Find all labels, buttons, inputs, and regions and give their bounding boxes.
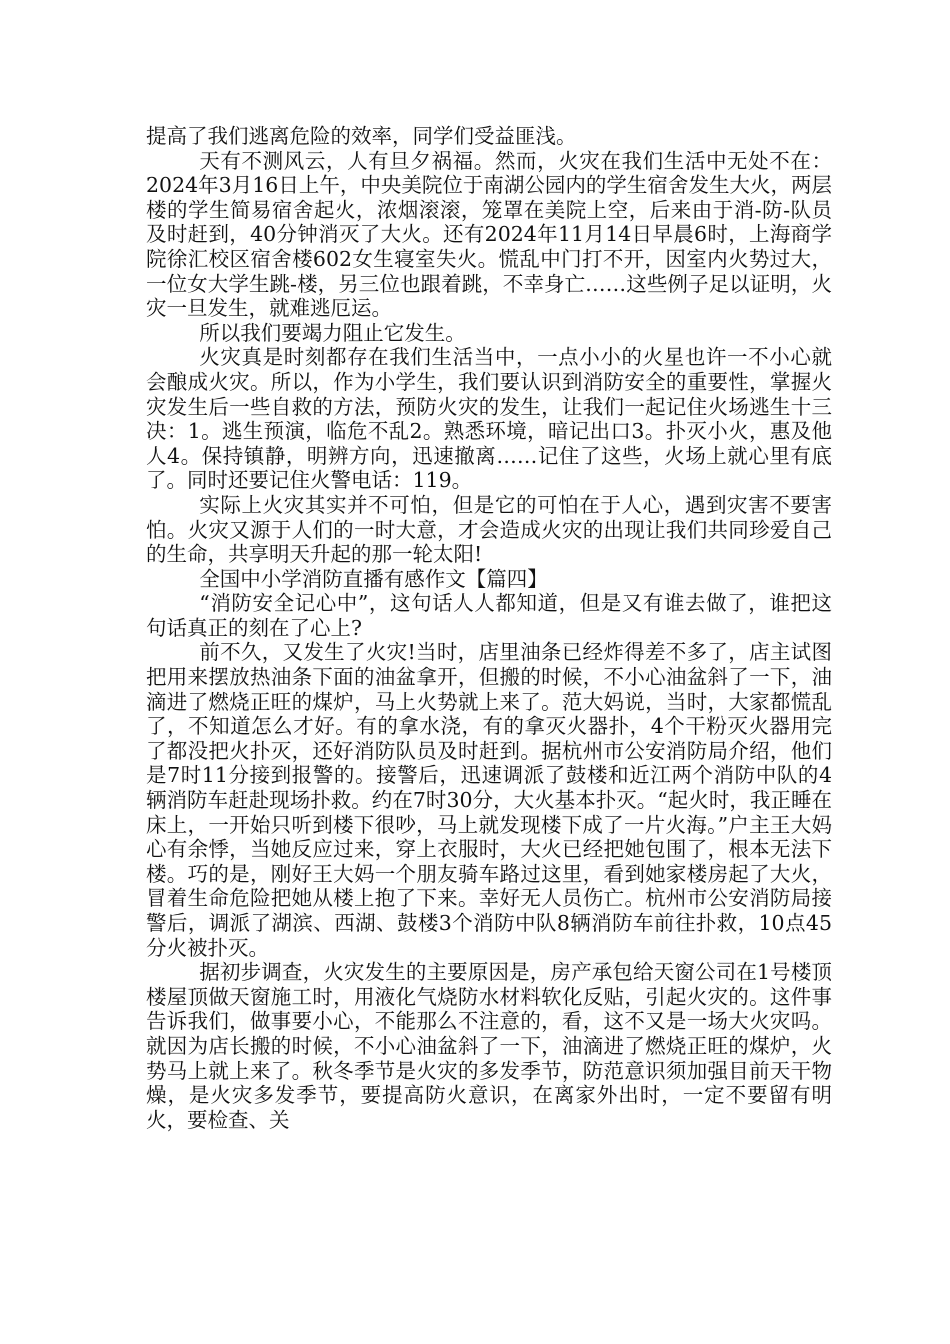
section-heading: 全国中小学消防直播有感作文【篇四】 (199, 566, 548, 591)
paragraph-prevent: 所以我们要竭力阻止它发生。 (199, 320, 466, 345)
paragraph-investigation: 据初步调查，火灾发生的主要原因是，房产承包给天窗公司在1号楼顶楼屋顶做天窗施工时，用液化气烧防水材料软化反贴，引起火灾的。这件事告诉我们，做事要小心，不能那么不注意的，看，这不又是一场大火灾吗。就因为店长搬的时候，不小心油盆斜了一下，油滴进了燃烧正旺的煤炉，火势马上就上来了。秋冬季节是火灾的多发季节，防范意识须加强目前天干物燥，是火灾多发季节，要提高防火意识，在离家外出时，一定不要留有明火，要检查、关 (146, 960, 832, 1132)
paragraph-conclusion: 实际上火灾其实并不可怕，但是它的可怕在于人心，遇到灾害不要害怕。火灾又源于人们的一时大意，才会造成火灾的出现让我们共同珍爱自己的生命，共享明天升起的那一轮太阳! (146, 492, 832, 567)
paragraph-safety-slogan: “消防安全记心中”，这句话人人都知道，但是又有谁去做了，谁把这句话真正的刻在了心上? (146, 591, 832, 640)
paragraph-escape-tips: 火灾真是时刻都存在我们生活当中，一点小小的火星也许一不小心就会酿成火灾。所以，作为小学生，我们要认识到消防安全的重要性，掌握火灾发生后一些自救的方法，预防火灾的发生，让我们一起记住火场逃生十三决：1。逃生预演，临危不乱2。熟悉环境，暗记出口3。扑灭小火，惠及他人4。保持镇静，明辨方向，迅速撤离……记住了这些，火场上就心里有底了。同时还要记住火警电话：119。 (146, 345, 832, 493)
paragraph-fire-story: 前不久，又发生了火灾!当时，店里油条已经炸得差不多了，店主试图把用来摆放热油条下面的油盆拿开，但搬的时候，不小心油盆斜了一下，油滴进了燃烧正旺的煤炉，马上火势就上来了。范大妈说，当时，大家都慌乱了，不知道怎么才好。有的拿水浇，有的拿灭火器扑，4个干粉灭火器用完了都没把火扑灭，还好消防队员及时赶到。据杭州市公安消防局介绍，他们是7时11分接到报警的。接警后，迅速调派了鼓楼和近江两个消防中队的4辆消防车赶赴现场扑救。约在7时30分，大火基本扑灭。“起火时，我正睡在床上，一开始只听到楼下很吵，马上就发现楼下成了一片火海。”户主王大妈心有余悸，当她反应过来，穿上衣服时，大火已经把她包围了，根本无法下楼。巧的是，刚好王大妈一个朋友骑车路过这里，看到她家楼房起了大火，冒着生命危险把她从楼上抱了下来。幸好无人员伤亡。杭州市公安消防局接警后，调派了湖滨、西湖、鼓楼3个消防中队8辆消防车前往扑救，10点45分火被扑灭。 (146, 640, 832, 960)
paragraph-continuation: 提高了我们逃离危险的效率，同学们受益匪浅。 (146, 124, 577, 148)
paragraph-fire-examples: 天有不测风云，人有旦夕祸福。然而，火灾在我们生活中无处不在：2024年3月16日上午，中央美院位于南湖公园内的学生宿舍发生大火，两层楼的学生简易宿舍起火，浓烟滚滚，笼罩在美院上空，后来由于消-防-队员及时赶到，40分钟消灭了大火。还有2024年11月14日早晨6时，上海商学院徐汇校区宿舍楼602女生寝室失火。慌乱中门打不开，因室内火势过大，一位女大学生跳-楼，另三位也跟着跳，不幸身亡……这些例子足以证明，火灾一旦发生，就难逃厄运。 (146, 148, 832, 321)
document-body (146, 124, 832, 1132)
